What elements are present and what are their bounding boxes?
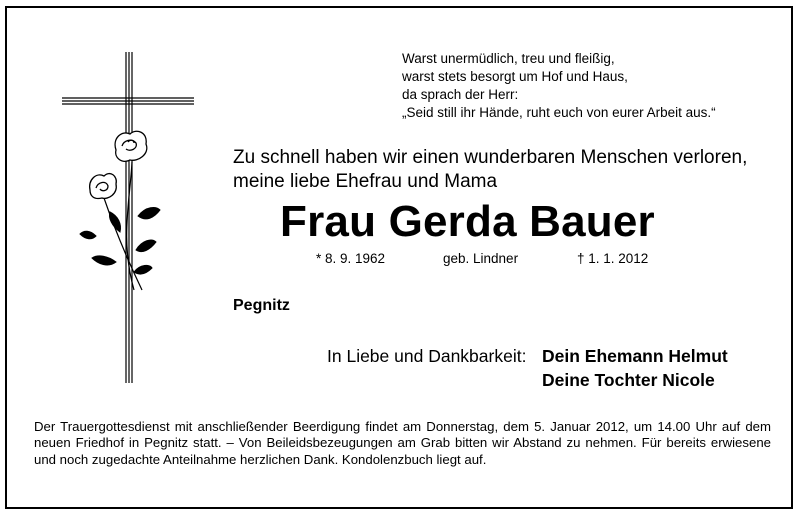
intro-text [233, 146, 793, 194]
poem-line: „Seid still ihr Hände, ruht euch von eurer Arbeit aus.“ [402, 105, 716, 120]
place-name: Pegnitz [233, 297, 290, 314]
death-date: † 1. 1. 2012 [577, 251, 649, 266]
poem-line: Warst unermüdlich, treu und fleißig, [402, 51, 615, 66]
poem-line: da sprach der Herr: [402, 87, 519, 102]
memorial-poem [402, 50, 782, 122]
deceased-name: Frau Gerda Bauer [280, 197, 655, 246]
intro-line-1: Zu schnell haben wir einen wunderbaren Menschen verloren, [233, 147, 748, 168]
birth-date: * 8. 9. 1962 [316, 251, 386, 266]
mourner-daughter: Deine Tochter Nicole [542, 370, 715, 390]
poem-line: warst stets besorgt um Hof und Haus, [402, 69, 628, 84]
cross-with-rose-icon [60, 50, 200, 385]
maiden-name: geb. Lindner [443, 251, 519, 266]
mourner-husband: Dein Ehemann Helmut [542, 346, 728, 366]
signature-label: In Liebe und Dankbarkeit: [327, 346, 527, 366]
funeral-notice: Der Trauergottesdienst mit anschließender Beerdigung findet am Donnerstag, dem 5. Januar 2012, um 14.00 Uhr auf dem neuen Friedhof in Pegnitz statt. – Von Beileidsbezeugungen am Grab bitten wir Abstand zu nehmen. Für bereits erwiesene und noch zugedachte Anteilnahme herzlichen Dank. Kondolenzbuch liegt auf. [34, 419, 771, 467]
intro-line-2: meine liebe Ehefrau und Mama [233, 171, 498, 192]
